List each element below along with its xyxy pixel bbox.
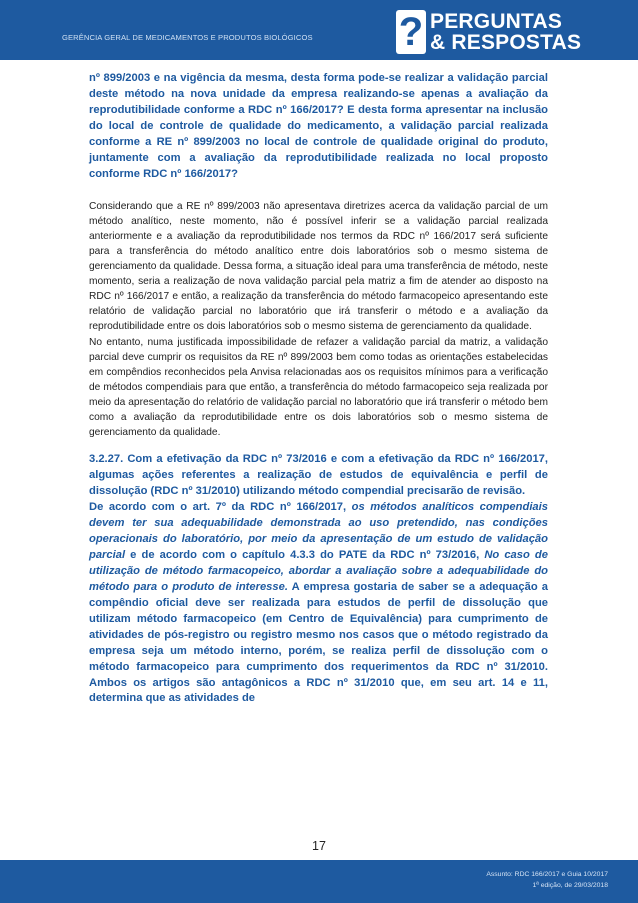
answer-1-paragraph-1: Considerando que a RE nº 899/2003 não apresentava diretrizes acerca da validação parcial de um método analítico, neste momento, não é possível inferir se a validação parcial realizada anteriormente e a avaliação da reprodutibilidade nos termos da RDC nº 166/2017 será suficiente para a transferência do método analítico entre dois laboratórios sob o mesmo sistema de gerenciamento da qualidade. Dessa forma, a situação ideal para uma transferência de método, neste momento, seria a realização de nova validação parcial pela matriz a fim de atender ao disposto na RDC nº 166/2017 e então, a realização da transferência do método farmacopeico apresentando este relatório de validação parcial no laboratório que irá transferir o método e a avaliação da reprodutibilidade entre os dois laboratórios sob o mesmo sistema de gerenciamento da qualidade.	[89, 200, 548, 333]
question-2-body	[89, 500, 548, 707]
answer-1-paragraph-2: No entanto, numa justificada impossibilidade de refazer a validação parcial da matriz, a validação parcial deve cumprir os requisitos da RE nº 899/2003 bem como todas as orientações estabelecidas em compêndios reconhecidos pela Anvisa relacionadas aos os requisitos mínimos para a verificação de métodos compendiais para que então, a transferência do método farmacopeico seja realizada por meio da apresentação do relatório de validação parcial no laboratório que irá transferir o método bem como a avaliação da reprodutibilidade entre os dois laboratórios sob o mesmo sistema de gerenciamento da qualidade.	[89, 336, 548, 439]
q2-segment-3: e de acordo com o capítulo 4.3.3 do PATE da RDC nº 73/2016,	[125, 548, 485, 561]
logo-line-1: PERGUNTAS	[430, 10, 563, 33]
q2-quote-2: No caso de utilização de método farmacopeico, abordar a avaliação sobre a adequabilidade do método para o produto de interesse.	[89, 548, 548, 593]
q2-quote-1: os métodos analíticos compendiais devem ter sua adequabilidade demonstrada ao uso pretendido, nas condições operacionais do laboratório, por meio da apresentação de um estudo de validação parcial	[89, 501, 548, 561]
question-mark-icon: ?	[396, 10, 426, 54]
footer-subject: Assunto: RDC 166/2017 e Guia 10/2017	[486, 871, 608, 878]
q2-segment-1: De acordo com o art. 7º da RDC nº 166/2017,	[89, 501, 352, 514]
perguntas-respostas-logo	[396, 10, 628, 54]
page-header	[0, 0, 638, 60]
logo-line-2: & RESPOSTAS	[430, 31, 582, 54]
page-footer	[0, 860, 638, 903]
q2-segment-5: A empresa gostaria de saber se a adequação a compêndio oficial deve ser realizada para estudos de perfil de dissolução que utilizam método farmacopeico (em Centro de Equivalência) para cumprimento de atividades de pós-registro ou registro mesmo nos casos que o método registrado da empresa seja um método interno, porém, se realiza perfil de dissolução com o método farmacopeico para cumprimento dos requerimentos da RDC nº 31/2010. Ambos os artigos são antagônicos a RDC nº 31/2010 que, em seu art. 14 e 11, determina que as atividades de	[89, 580, 548, 705]
footer-edition: 1ª edição, de 29/03/2018	[532, 882, 608, 889]
page-content	[89, 71, 548, 707]
question-2-title: 3.2.27. Com a efetivação da RDC nº 73/2016 e com a efetivação da RDC nº 166/2017, algumas ações referentes a realização de estudos de equivalência e perfil de dissolução (RDC nº 31/2010) utilizando método compendial precisarão de revisão.	[89, 453, 548, 498]
page-number: 17	[312, 839, 326, 853]
agency-name: GERÊNCIA GERAL DE MEDICAMENTOS E PRODUTOS BIOLÓGICOS	[62, 33, 313, 42]
question-1-text: nº 899/2003 e na vigência da mesma, desta forma pode-se realizar a validação parcial deste método na nova unidade da empresa realizando-se apenas a avaliação da reprodutibilidade conforme a RDC nº 166/2017? E desta forma apresentar na inclusão do local de controle de qualidade do medicamento, a validação parcial realizada conforme a RE nº 899/2003 no local de controle de qualidade original do produto, juntamente com a avaliação da reprodutibilidade realizada no local proposto conforme RDC nº 166/2017?	[89, 72, 548, 180]
